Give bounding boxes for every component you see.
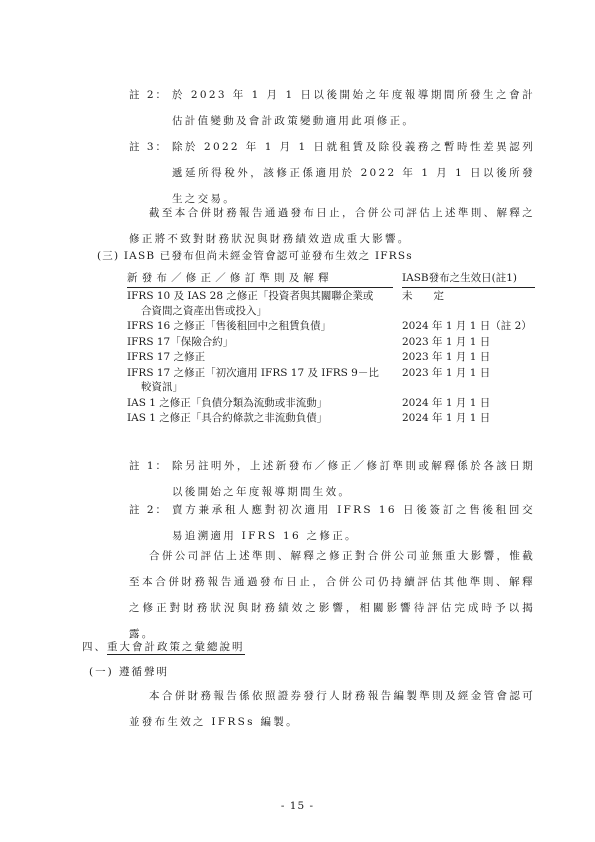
standard-line: IFRS 17 之修正「初次適用 IFRS 17 及 IFRS 9－比 <box>127 366 379 379</box>
table-cell-date: 2024 年 1 月 1 日（註 2） <box>402 320 532 332</box>
table-cell-standard: IFRS 17 之修正 <box>127 351 206 363</box>
note-label: 註 1： <box>129 460 169 472</box>
table-cell-standard: IAS 1 之修正「負債分類為流動或非流動」 <box>127 396 328 409</box>
page-number: - 15 - <box>280 800 315 812</box>
table-cell-date: 2023 年 1 月 1 日 <box>402 335 491 348</box>
table-cell-standard: IAS 1 之修正「具合約條款之非流動負債」 <box>127 412 328 424</box>
paragraph-assessment-2: 合併公司評估上述準則、解釋之修正對合併公司並無重大影響，惟截至本合併財務報告通過發布日止，合併公司仍持續評估其他準則、解釋之修正對財務狀況與財務績效之影響，相關影響待評估完成時予以揭露。 <box>129 550 535 640</box>
table-cell-standard: IFRS 16 之修正「售後租回中之租賃負債」 <box>127 320 332 332</box>
standard-line-continued: 較資訊」 <box>141 381 183 393</box>
table-cell-standard <box>127 289 393 318</box>
note-2-bottom <box>129 497 535 549</box>
standard-line-continued: 合資間之資產出售或投入」 <box>141 304 267 317</box>
section-heading-3: (三) IASB 已發布但尚未經金管會認可並發布生效之 IFRSs <box>97 250 413 262</box>
table-cell-date: 2023 年 1 月 1 日 <box>402 351 491 363</box>
table-row <box>127 350 535 365</box>
table-cell-date: 2024 年 1 月 1 日 <box>402 396 491 409</box>
standards-table <box>127 268 535 426</box>
paragraph-assessment-1: 截至本合併財務報告通過發布日止，合併公司評估上述準則、解釋之修正將不致對財務狀況與財務績效造成重大影響。 <box>129 207 535 245</box>
table-header-effective-date: IASB發布之生效日(註1) <box>402 268 535 288</box>
table-row <box>127 411 535 426</box>
note-label: 註 3： <box>129 141 169 153</box>
table-row <box>127 335 535 350</box>
note-2-top <box>129 82 535 134</box>
table-row <box>127 289 535 318</box>
note-text: 除另註明外，上述新發布／修正／修訂準則或解釋係於各該日期以後開始之年度報導期間生效。 <box>172 460 535 498</box>
table-cell-standard: IFRS 17「保險合約」 <box>127 335 234 348</box>
note-label: 註 2： <box>129 504 169 516</box>
section-title: 重大會計政策之彙總說明 <box>107 641 245 653</box>
table-row <box>127 319 535 334</box>
note-text: 於 2023 年 1 月 1 日以後開始之年度報導期間所發生之會計估計值變動及會計政策變動適用此項修正。 <box>172 89 535 127</box>
table-header-standards: 新發布／修正／修訂準則及解釋 <box>127 268 393 288</box>
note-label: 註 2： <box>129 89 169 101</box>
table-cell-date: 2024 年 1 月 1 日 <box>402 412 491 424</box>
paragraph-compliance: 本合併財務報告係依照證券發行人財務報告編製準則及經金管會認可並發布生效之 IFRSs 編製。 <box>129 690 535 728</box>
note-text: 除於 2022 年 1 月 1 日就租賃及除役義務之暫時性差異認列遞延所得稅外，該修正係適用於 2022 年 1 月 1 日以後所發生之交易。 <box>172 141 535 205</box>
subsection-heading-1: (一) 遵循聲明 <box>89 666 170 678</box>
table-header <box>127 268 535 288</box>
table-cell-standard <box>127 366 393 395</box>
table-row <box>127 396 535 411</box>
table-row <box>127 366 535 395</box>
standard-line: IFRS 10 及 IAS 28 之修正「投資者與其關聯企業或 <box>127 290 374 302</box>
table-cell-date: 未 定 <box>402 290 444 302</box>
table-cell-date: 2023 年 1 月 1 日 <box>402 366 491 379</box>
section-heading-4 <box>82 637 245 657</box>
section-number: 四、 <box>82 641 107 653</box>
note-text: 賣方兼承租人應對初次適用 IFRS 16 日後簽訂之售後租回交易追溯適用 IFRS 16 之修正。 <box>172 504 535 542</box>
